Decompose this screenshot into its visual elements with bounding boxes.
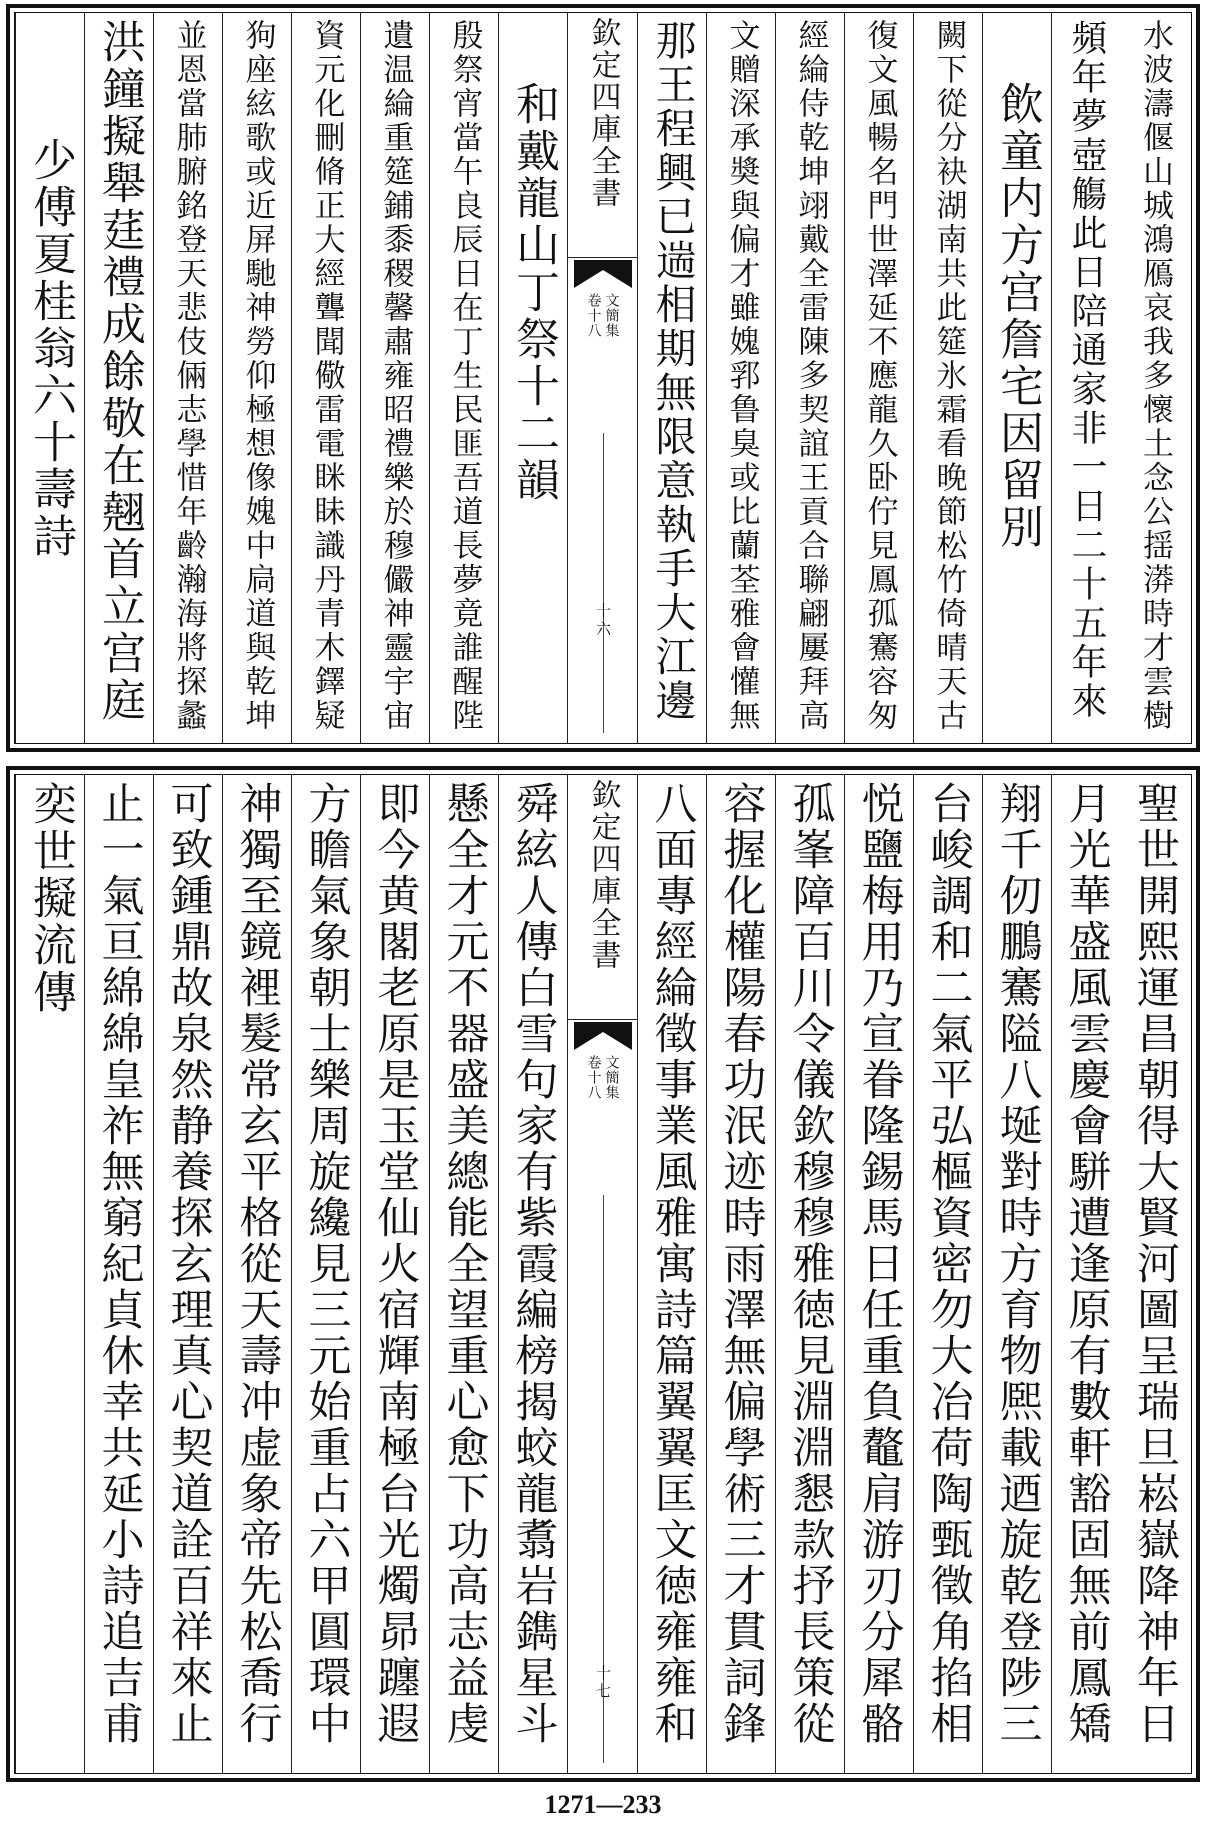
column-text: 聖世開熙運昌朝得大賢河圖呈瑞旦崧嶽降神年日 xyxy=(1130,781,1180,1747)
text-column xyxy=(222,13,291,743)
center-subtitle xyxy=(568,293,637,338)
text-column xyxy=(982,775,1051,1773)
column-text: 翔千仞鵬騫隘八埏對時方育物熈載迺旋乾登陟三 xyxy=(992,781,1043,1747)
column-text: 水波濤偃山城鴻鴈哀我多懷土念公揺漭時才雲樹 xyxy=(1137,19,1173,733)
column-text: 台峻調和二氣平弘樞資密勿大冶荷陶甄徵角掐相 xyxy=(923,781,974,1747)
text-column xyxy=(360,775,429,1773)
column-text: 神獨至鏡裡髮常玄平格從天壽冲虚象帝先松喬行 xyxy=(232,781,283,1747)
column-text: 可致鍾鼎故泉然静養探玄理真心契道詮百祥來止 xyxy=(163,781,214,1747)
bottom-page xyxy=(6,766,1200,1782)
center-margin xyxy=(567,775,637,1773)
text-column xyxy=(153,775,222,1773)
text-column xyxy=(84,775,153,1773)
column-text: 舜絃人傳白雪句家有紫霞編榜揭蛟龍翥岩鐫星斗 xyxy=(508,781,559,1747)
text-column xyxy=(15,13,84,743)
text-column xyxy=(982,13,1051,743)
text-column xyxy=(913,775,982,1773)
text-column xyxy=(498,13,567,743)
column-text: 飲童内方宫詹宅因留別 xyxy=(992,81,1043,551)
text-column xyxy=(153,13,222,743)
column-text: 八面專經綸徵事業風雅寓詩篇翼翼匡文徳雍雍和 xyxy=(647,781,698,1747)
page-number: 十七 xyxy=(594,1665,612,1701)
column-text: 少傅夏桂翁六十壽詩 xyxy=(25,137,76,560)
page-code: 1271—233 xyxy=(544,1790,662,1819)
text-column xyxy=(706,775,775,1773)
text-column xyxy=(429,13,498,743)
column-text: 闕下從分袂湖南共此筵氷霜看晚節松竹倚晴天古 xyxy=(930,19,967,733)
text-column xyxy=(222,775,291,1773)
page-number-box xyxy=(568,603,637,639)
text-column xyxy=(844,775,913,1773)
text-column xyxy=(637,775,706,1773)
column-text: 懸全才元不器盛美總能全望重心愈下功高志益虔 xyxy=(439,781,490,1747)
volume-label: 卷十八 xyxy=(585,293,602,338)
center-rule xyxy=(603,433,604,733)
column-text: 即今黄閣老原是玉堂仙火宿輝南極台光燭昴躔遐 xyxy=(370,781,421,1747)
text-column xyxy=(84,13,153,743)
column-text: 洪鐘擬舉莛禮成餘敬在翹首立宫庭 xyxy=(94,19,145,724)
text-column xyxy=(775,775,844,1773)
fishtail-ornament xyxy=(574,1022,632,1050)
center-subtitle xyxy=(568,1055,637,1100)
text-column xyxy=(1051,13,1120,743)
column-text: 資元化刪脩正大經聾聞儆雷電眯眛識丹青木鐸疑 xyxy=(308,19,345,733)
column-text: 悦鹽梅用乃宣眷隆錫馬日任重負鼇肩游刃分犀骼 xyxy=(854,781,905,1747)
text-column xyxy=(706,13,775,743)
top-page xyxy=(6,4,1200,752)
column-text: 奕世擬流傳 xyxy=(25,781,76,1016)
page-number-box xyxy=(568,1665,637,1701)
column-text: 文贈深承奬與偏才雖媿郛鲁臭或比蘭荃雅會懽無 xyxy=(723,19,760,733)
center-title-box xyxy=(568,779,637,1020)
text-column xyxy=(291,13,360,743)
text-column xyxy=(1120,775,1189,1773)
text-column xyxy=(498,775,567,1773)
column-text: 和戴龍山丁祭十二韻 xyxy=(508,81,559,504)
book-series-title: 欽定四庫全書 xyxy=(585,779,621,971)
column-text: 並恩當肺腑銘登天悲伎倆志學惜年齡瀚海將探蠡 xyxy=(170,19,207,733)
column-text: 復文風暢名門世澤延不應龍久卧佇見鳳孤騫容匆 xyxy=(861,19,898,733)
column-text: 頻年夢壺觴此日陪通家非一日二十五年來 xyxy=(1066,19,1107,721)
column-text: 月光華盛風雲慶會駢遭逢原有數軒豁固無前鳳矯 xyxy=(1061,781,1112,1747)
bottom-page-frame xyxy=(14,774,1192,1774)
column-text: 止一氣亘綿綿皇祚無窮紀貞休幸共延小詩追吉甫 xyxy=(94,781,145,1747)
book-series-title: 欽定四庫全書 xyxy=(585,17,621,209)
text-column xyxy=(1120,13,1189,743)
text-column xyxy=(291,775,360,1773)
book-title: 文簡集 xyxy=(603,293,620,338)
page-number: 十六 xyxy=(594,603,612,639)
column-text: 那王程興已遄相期無限意執手大江邊 xyxy=(648,19,697,723)
column-text: 孤峯障百川令儀欽穆穆雅徳見淵淵懇款抒長策從 xyxy=(785,781,836,1747)
text-column xyxy=(1051,775,1120,1773)
volume-label: 卷十八 xyxy=(585,1055,602,1100)
text-column xyxy=(775,13,844,743)
top-page-frame xyxy=(14,12,1192,744)
column-text: 遺温綸重筵鋪黍稷馨肅雍昭禮樂於穆儼神靈宇宙 xyxy=(377,19,414,733)
center-title-box xyxy=(568,17,637,258)
column-text: 容握化權陽春功泯迹時雨澤無偏學術三才貫詞鋒 xyxy=(716,781,767,1747)
text-column xyxy=(15,775,84,1773)
fishtail-ornament xyxy=(574,260,632,288)
column-text: 狗座絃歌或近屏馳神勞仰極想像媿中扃道與乾坤 xyxy=(239,19,276,733)
text-column xyxy=(913,13,982,743)
text-column xyxy=(360,13,429,743)
column-text: 經綸侍乾坤翊戴全雷陳多契誼王貢合聯翩屢拜高 xyxy=(792,19,829,733)
book-title: 文簡集 xyxy=(603,1055,620,1100)
center-margin xyxy=(567,13,637,743)
column-text: 殷祭宵當午良辰日在丁生民匪吾道長夢竟誰醒陛 xyxy=(446,19,483,733)
text-column xyxy=(429,775,498,1773)
column-text: 方瞻氣象朝士樂周旋纔見三元始重占六甲圓環中 xyxy=(301,781,352,1747)
text-column xyxy=(637,13,706,743)
text-column xyxy=(844,13,913,743)
